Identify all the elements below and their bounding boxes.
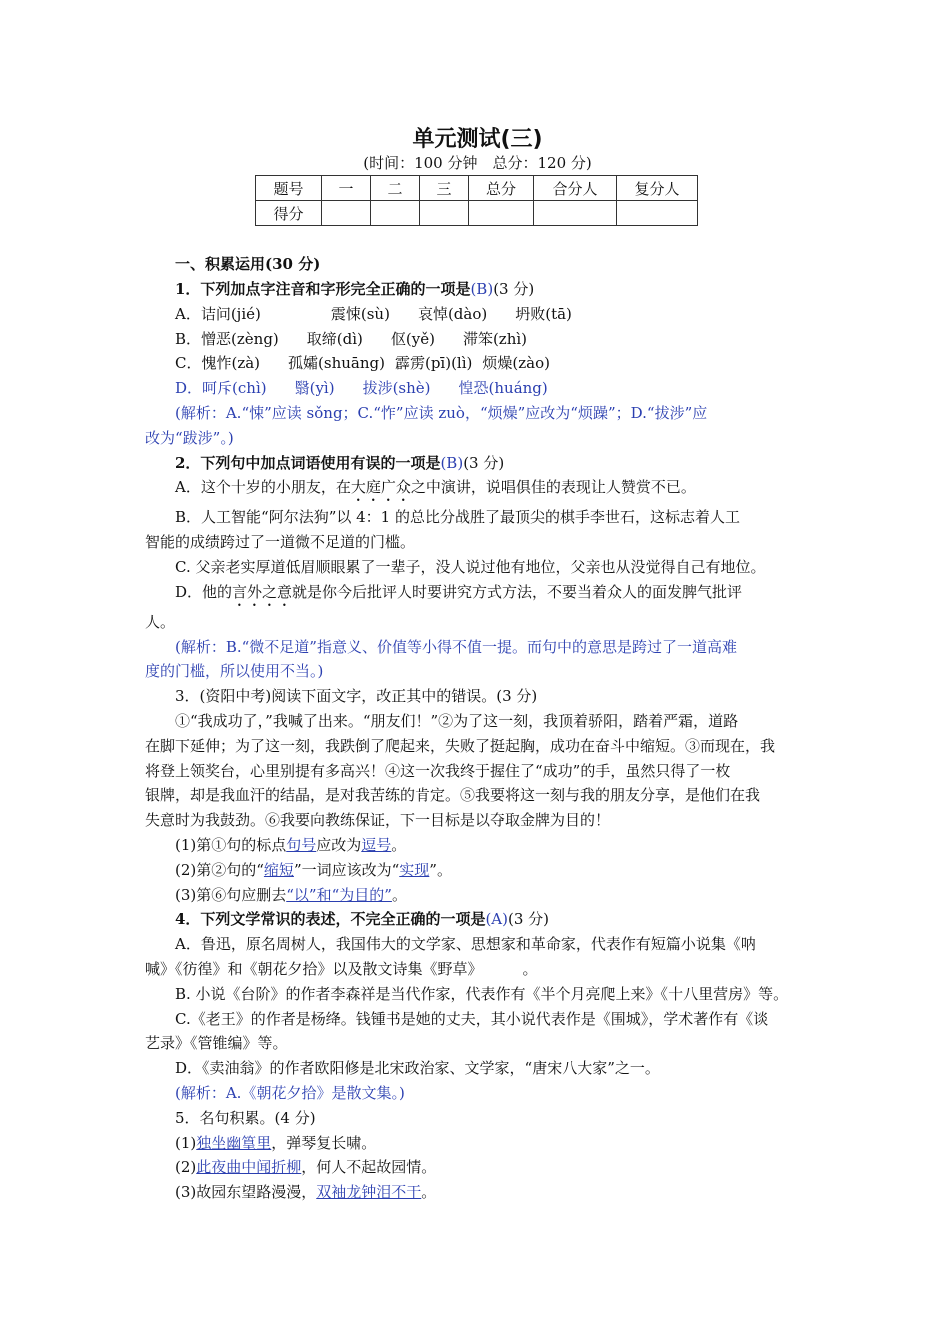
option-a: A．这个十岁的小朋友，在大庭广众之中演讲，说唱俱佳的表现让人赞赏不已。	[175, 478, 696, 497]
questions	[145, 277, 810, 1205]
answer-line: (2)此夜曲中闻折柳，何人不起故园情。	[175, 1158, 437, 1177]
table-cell	[469, 201, 534, 226]
option-a: A．诘问(jié) 震悚(sù) 哀悼(dào) 坍败(tā)	[175, 304, 572, 323]
option-b-cont: 智能的成绩跨过了一道微不足道的门槛。	[145, 533, 416, 552]
question-stem: 4．下列文学常识的表述，不完全正确的一项是(A)(3 分)	[175, 910, 550, 929]
table-cell	[322, 201, 371, 226]
answer-line: (3)第⑥句应删去“以”和“为目的”。	[175, 885, 407, 904]
table-cell	[371, 201, 420, 226]
option-a: A．鲁迅，原名周树人，我国伟大的文学家、思想家和革命家，代表作有短篇小说集《呐	[175, 935, 756, 954]
table-cell: 复分人	[617, 176, 698, 201]
option-d: D．他的言外之意就是你今后批评人时要讲究方式方法，不要当着众人的面发脾气批评	[175, 582, 743, 601]
answer-line: (1)第①句的标点句号应改为逗号。	[175, 835, 407, 854]
table-cell: 三	[420, 176, 469, 201]
section-heading: 一、积累运用(30 分)	[175, 255, 321, 273]
option-b: B．人工智能“阿尔法狗”以 4：1 的总比分战胜了最顶尖的棋手李世石，这标志着人工	[175, 508, 740, 527]
analysis: (解析：A.“悚”应读 sǒng；C.“怍”应读 zuò，“烦燥”应改为“烦躁”；D.“拔涉”应	[175, 403, 708, 422]
analysis: (解析：A.《朝花夕拾》是散文集。)	[175, 1083, 405, 1102]
option-c: C. 父亲老实厚道低眉顺眼累了一辈子，没人说过他有地位，父亲也从没觉得自己有地位。	[175, 557, 766, 576]
option-a-cont: 喊》《彷徨》和《朝花夕拾》以及散文诗集《野草》 。	[145, 959, 538, 978]
table-row	[256, 176, 698, 201]
passage: 银牌，却是我血汗的结晶，是对我苦练的肯定。⑤我要将这一刻与我的朋友分享，是他们在我	[145, 786, 761, 805]
answer: (A)	[485, 910, 508, 929]
table-cell	[617, 201, 698, 226]
answer-line: (2)第②句的“缩短”一词应该改为“实现”。	[175, 860, 452, 879]
analysis: (解析：B.“微不足道”指意义、价值等小得不值一提。而句中的意思是跨过了一道高难	[175, 637, 737, 656]
question-stem: 5．名句积累。(4 分)	[175, 1108, 316, 1127]
answer-line: (3)故园东望路漫漫，双袖龙钟泪不干。	[175, 1183, 437, 1202]
analysis: 度的门槛，所以使用不当。)	[145, 662, 324, 681]
passage: 将登上领奖台，心里别提有多高兴！④这一次我终于握住了“成功”的手，虽然只得了一枚	[145, 761, 731, 780]
passage: ①“我成功了，”我喊了出来。“朋友们！”②为了这一刻，我顶着骄阳，踏着严霜，道路	[175, 711, 739, 730]
option-d: D．呵斥(chì) 翳(yì) 拔涉(shè) 惶恐(huáng)	[175, 379, 548, 398]
question-stem: 3．(资阳中考)阅读下面文字，改正其中的错误。(3 分)	[175, 687, 538, 706]
table-cell	[534, 201, 617, 226]
option-c: C.《老王》的作者是杨绛。钱锺书是她的丈夫，其小说代表作是《围城》，学术著作有《谈	[175, 1009, 769, 1028]
question-stem: 2．下列句中加点词语使用有误的一项是(B)(3 分)	[175, 453, 505, 472]
answer-line: (1)独坐幽篁里，弹琴复长啸。	[175, 1133, 377, 1152]
option-c-cont: 艺录》《管锥编》等。	[145, 1034, 288, 1053]
passage: 在脚下延伸；为了这一刻，我跌倒了爬起来，失败了挺起胸，成功在奋斗中缩短。③而现在，我	[145, 736, 776, 755]
option-b: B．憎恶(zèng) 取缔(dì) 伛(yě) 滞笨(zhì)	[175, 329, 528, 348]
answer: (B)	[470, 280, 494, 298]
table-cell: 二	[371, 176, 420, 201]
answer: (B)	[440, 453, 464, 472]
option-d: D．《卖油翁》的作者欧阳修是北宋政治家、文学家，“唐宋八大家”之一。	[175, 1059, 660, 1078]
table-cell: 得分	[256, 201, 322, 226]
score-table	[255, 175, 698, 226]
table-cell: 总分	[469, 176, 534, 201]
question-stem: 1．下列加点字注音和字形完全正确的一项是(B)(3 分)	[175, 280, 535, 298]
table-cell	[420, 201, 469, 226]
table-cell: 一	[322, 176, 371, 201]
page-subtitle: (时间：100 分钟 总分：120 分)	[363, 154, 592, 172]
analysis: 改为“跋涉”。)	[145, 428, 234, 447]
passage: 失意时为我鼓劲。⑥我要向教练保证，下一目标是以夺取金牌为目的！	[145, 811, 611, 830]
table-cell: 合分人	[534, 176, 617, 201]
table-row	[256, 201, 698, 226]
option-d-cont: 人。	[145, 612, 176, 631]
option-b: B. 小说《台阶》的作者李森祥是当代作家，代表作有《半个月亮爬上来》《十八里营房》等。	[175, 984, 789, 1003]
page-title: 单元测试(三)	[412, 127, 543, 152]
table-cell: 题号	[256, 176, 322, 201]
option-c: C．愧怍(zà) 孤孀(shuāng) 霹雳(pī)(lì) 烦燥(zào)	[175, 354, 550, 373]
